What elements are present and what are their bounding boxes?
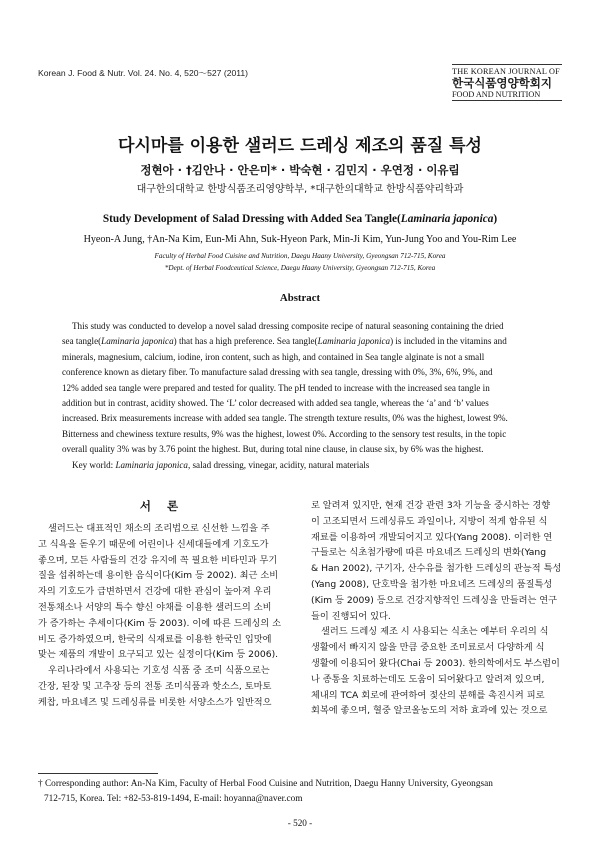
abstract-line: sea tangle(Laminaria japonica) that has a high preference. Sea tangle(Laminaria japonica) is included in the vitamins and (62, 336, 507, 347)
text-line: 샐러드 드레싱 제조 시 사용되는 식초는 예부터 우리의 식 (321, 626, 549, 638)
footnote-divider (38, 773, 158, 774)
section-heading-introduction: 서 론 (139, 499, 185, 513)
text-line: & Han 2002), 구기자, 산수유를 첨가한 드레싱의 관능적 특성 (311, 563, 562, 575)
keywords-label: Key world: (72, 459, 114, 470)
text-line: (Yang 2008), 단호박을 첨가한 마요네즈 드레싱의 품질특성 (311, 578, 553, 590)
keywords-scientific-name: Laminaria japonica (115, 459, 188, 470)
text-line: 질을 섭취하는데 용이한 음식이다(Kim 등 2002). 최근 소비 (38, 570, 279, 582)
text-line: 이 고조되면서 드레싱류도 과일이나, 지방이 적게 함유된 식 (311, 515, 548, 527)
text-line: 재료를 이용하여 개발되어지고 있다(Yang 2008). 이러한 연 (311, 531, 553, 543)
affiliation-korean: 대구한의대학교 한방식품조리영양학부, *대구한의대학교 한방식품약리학과 (136, 184, 464, 195)
footnote-line: † Corresponding author: An-Na Kim, Faculty of Herbal Food Cuisine and Nutrition, Daegu Hanny University, Gyeongsan (38, 779, 493, 789)
text-line: 가 증가하는 추세이다(Kim 등 2003). 이에 따른 드레싱의 소 (38, 617, 281, 629)
text-line: 고 식욕을 돋우기 때문에 어린이나 신세대들에게 기호도가 (38, 538, 269, 550)
journal-name-line3: FOOD AND NUTRITION (452, 90, 562, 101)
abstract-line: addition but in contrast, acidity showed. The ‘L’ color decreased with added sea tangle, whereas the ‘a’ and ‘b’ values (62, 398, 489, 409)
text-line: 나 종통을 치료하는데도 도움이 되어왔다고 알려져 있으며, (311, 673, 545, 685)
abstract-line: Bitterness and chewiness texture results, 9% was the highest, lowest 0%. According to the sensory test results, in the topic (62, 428, 507, 439)
abstract-body (62, 319, 544, 473)
text-line: 맞는 제품의 개발이 요구되고 있는 실정이다(Kim 등 2006). (38, 649, 279, 661)
footnote-corresponding-author (38, 777, 566, 807)
scientific-name: Laminaria japonica (317, 336, 391, 347)
footnote-line: 712-715, Korea. Tel: +82-53-819-1494, E-mail: hoyanna@naver.com (44, 794, 303, 804)
text-line: 생활에 이용되어 왔다(Chai 등 2003). 한의학에서도 부스럼이 (311, 657, 560, 669)
keywords (62, 458, 544, 473)
text-line: 체내의 TCA 회로에 관여하여 젖산의 분해를 촉진시켜 피로 (311, 689, 545, 701)
title-en-scientific-name: Laminaria japonica (400, 213, 494, 225)
page-number: - 520 - (287, 818, 313, 828)
abstract-line: 12% added sea tangle were prepared and tested for quality. The pH tended to increase with the increased sea tangle in (62, 382, 490, 393)
left-column-text (38, 521, 288, 711)
abstract-heading: Abstract (279, 292, 321, 304)
journal-name-line1: THE KOREAN JOURNAL OF (452, 64, 562, 76)
abstract-line: minerals, magnesium, calcium, iodine, iron content, such as high, and contained in Sea tangle alginate is not a small (62, 351, 485, 362)
text-line: 우리나라에서 사용되는 기호성 식품 중 조미 식품으로는 (48, 665, 270, 677)
paper-title-korean: 다시마를 이용한 샐러드 드레싱 제조의 품질 특성 (118, 136, 482, 156)
text-line: 좋으며, 모든 사람들의 건강 유지에 꼭 필요한 비타민과 무기 (38, 554, 278, 566)
paper-title-english (0, 213, 600, 225)
text-line: 구들로는 식초첨가량에 따른 마요네즈 드레싱의 변화(Yang (311, 547, 547, 559)
authors-english: Hyeon-A Jung, †An-Na Kim, Eun-Mi Ahn, Suk-Hyeon Park, Min-Ji Kim, Yun-Jung Yoo and You-Rim Lee (83, 234, 517, 245)
right-column-text (311, 498, 563, 719)
text-line: 간장, 된장 및 고추장 등의 전통 조미식품과 핫소스, 토마토 (38, 680, 272, 692)
journal-reference: Korean J. Food & Nutr. Vol. 24. No. 4, 520～527 (2011) (38, 68, 249, 78)
title-en-end: ) (493, 213, 498, 225)
text-line: (Kim 등 2009) 등으로 건강지향적인 드레싱을 만들려는 연구 (311, 594, 558, 606)
authors-korean: 정현아 · †김안나 · 안은미* · 박숙현 · 김민지 · 우연정 · 이유림 (140, 163, 460, 177)
text-line: 케찹, 마요네즈 및 드레싱류를 비롯한 서양소스가 일반적으 (38, 696, 272, 708)
keywords-rest: , salad dressing, vinegar, acidity, natural materials (187, 459, 370, 470)
abstract-line: overall quality 3% was by 3.76 point the highest. But, during total nine clause, in clause six, by 6% was the highest. (62, 444, 484, 455)
affiliation-english-1: Faculty of Herbal Food Cuisine and Nutrition, Daegu Haany University, Gyeongsan 712-715, Korea (154, 252, 446, 260)
text-line: 생활에서 빠지지 않을 만큼 중요한 조미료로서 다양하게 식 (311, 642, 545, 654)
journal-logo-box (452, 64, 562, 101)
text-line: 들이 진행되어 있다. (311, 610, 391, 622)
text-line: 샐러드는 대표적인 채소의 조리법으로 신선한 느낌을 주 (48, 523, 270, 534)
scientific-name: Laminaria japonica (101, 336, 174, 347)
abstract-line: This study was conducted to develop a novel salad dressing composite recipe of natural seasoning containing the dried (72, 321, 504, 331)
text-line: 자의 기호도가 급변하면서 건강에 대한 관심이 높아져 우리 (38, 586, 272, 598)
affiliation-english-2: *Dept. of Herbal Foodceutical Science, Daegu Haany University, Gyeongsan 712-715, Korea (164, 264, 436, 272)
text-line: 회복에 좋으며, 혈중 알코올농도의 저하 효과에 있는 것으로 (311, 705, 548, 717)
text-line: 로 알려져 있지만, 현재 건강 관련 3차 기능을 중시하는 경향 (311, 500, 551, 511)
abstract-line: increased. Brix measurements increase with added sea tangle. The strength texture results, 0% was the highest, lowest 9%. (62, 413, 508, 424)
abstract-line: conference known as dietary fiber. To manufacture salad dressing with sea tangle, dressing with 0%, 3%, 6%, 9%, and (62, 367, 493, 378)
journal-name-korean: 한국식품영양학회지 (452, 76, 552, 90)
text-line: 전통채소나 서양의 특수 향신 야채를 이용한 샐러드의 소비 (38, 601, 272, 613)
text-line: 비도 증가하였으며, 한국의 식재료를 이용한 한국인 입맛에 (38, 633, 272, 645)
title-en-main: Study Development of Salad Dressing with Added Sea Tangle( (102, 213, 401, 225)
